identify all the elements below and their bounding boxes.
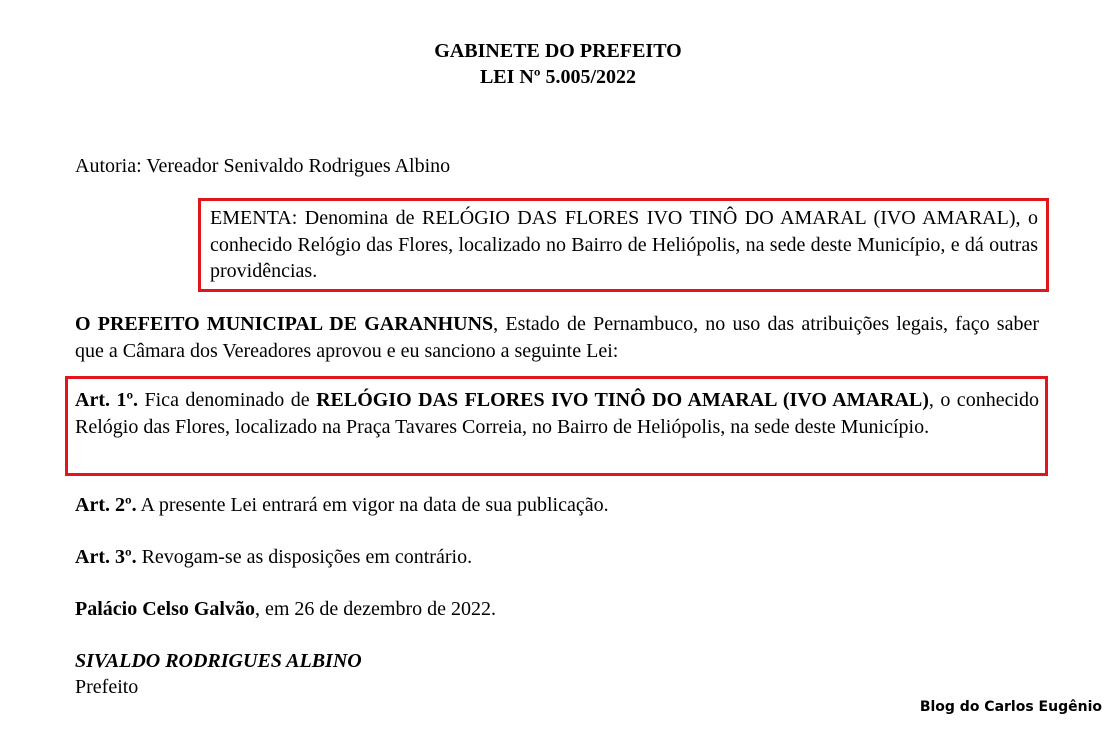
law-number: LEI Nº 5.005/2022 (479, 66, 637, 88)
article-1-label: Art. 1º. (75, 389, 139, 411)
authorship-line: Autoria: Vereador Senivaldo Rodrigues Albino (75, 155, 451, 177)
closing-date: , em 26 de dezembro de 2022. (254, 598, 497, 620)
mayor-heading: O PREFEITO MUNICIPAL DE GARANHUNS (75, 313, 494, 335)
article-1-name: RELÓGIO DAS FLORES IVO TINÔ DO AMARAL (IVO AMARAL) (316, 389, 929, 411)
article-3-label: Art. 3º. (75, 546, 137, 568)
preamble (75, 311, 1039, 364)
article-2-text: A presente Lei entrará em vigor na data de sua publicação. (136, 494, 609, 516)
closing-line (75, 596, 1039, 623)
document-header (0, 38, 1116, 90)
article-3-text: Revogam-se as disposições em contrário. (136, 546, 473, 568)
article-1-text-b: , o conhecido Relógio das Flores, localizado na Praça Tavares Correia, no Bairro de Heliópolis, na sede deste Município. (75, 389, 1039, 438)
signatory-title: Prefeito (75, 676, 139, 698)
preamble-text: , Estado de Pernambuco, no uso das atribuições legais, faço saber que a Câmara dos Vereadores aprovou e eu sanciono a seguinte Lei: (75, 313, 1040, 362)
article-2-label: Art. 2º. (75, 494, 137, 516)
palace-name: Palácio Celso Galvão (75, 598, 255, 620)
blog-watermark: Blog do Carlos Eugênio (919, 699, 1102, 715)
signatory-name: SIVALDO RODRIGUES ALBINO (75, 650, 362, 672)
ementa-text: EMENTA: Denomina de RELÓGIO DAS FLORES IVO TINÔ DO AMARAL (IVO AMARAL), o conhecido Relógio das Flores, localizado no Bairro de Heliópolis, na sede deste Município, e dá outras providências. (210, 207, 1038, 282)
office-title: GABINETE DO PREFEITO (434, 40, 682, 62)
article-1 (75, 387, 1039, 440)
article-3 (75, 544, 1039, 571)
article-2 (75, 492, 1039, 519)
article-1-text-a: Fica denominado de (138, 389, 317, 411)
